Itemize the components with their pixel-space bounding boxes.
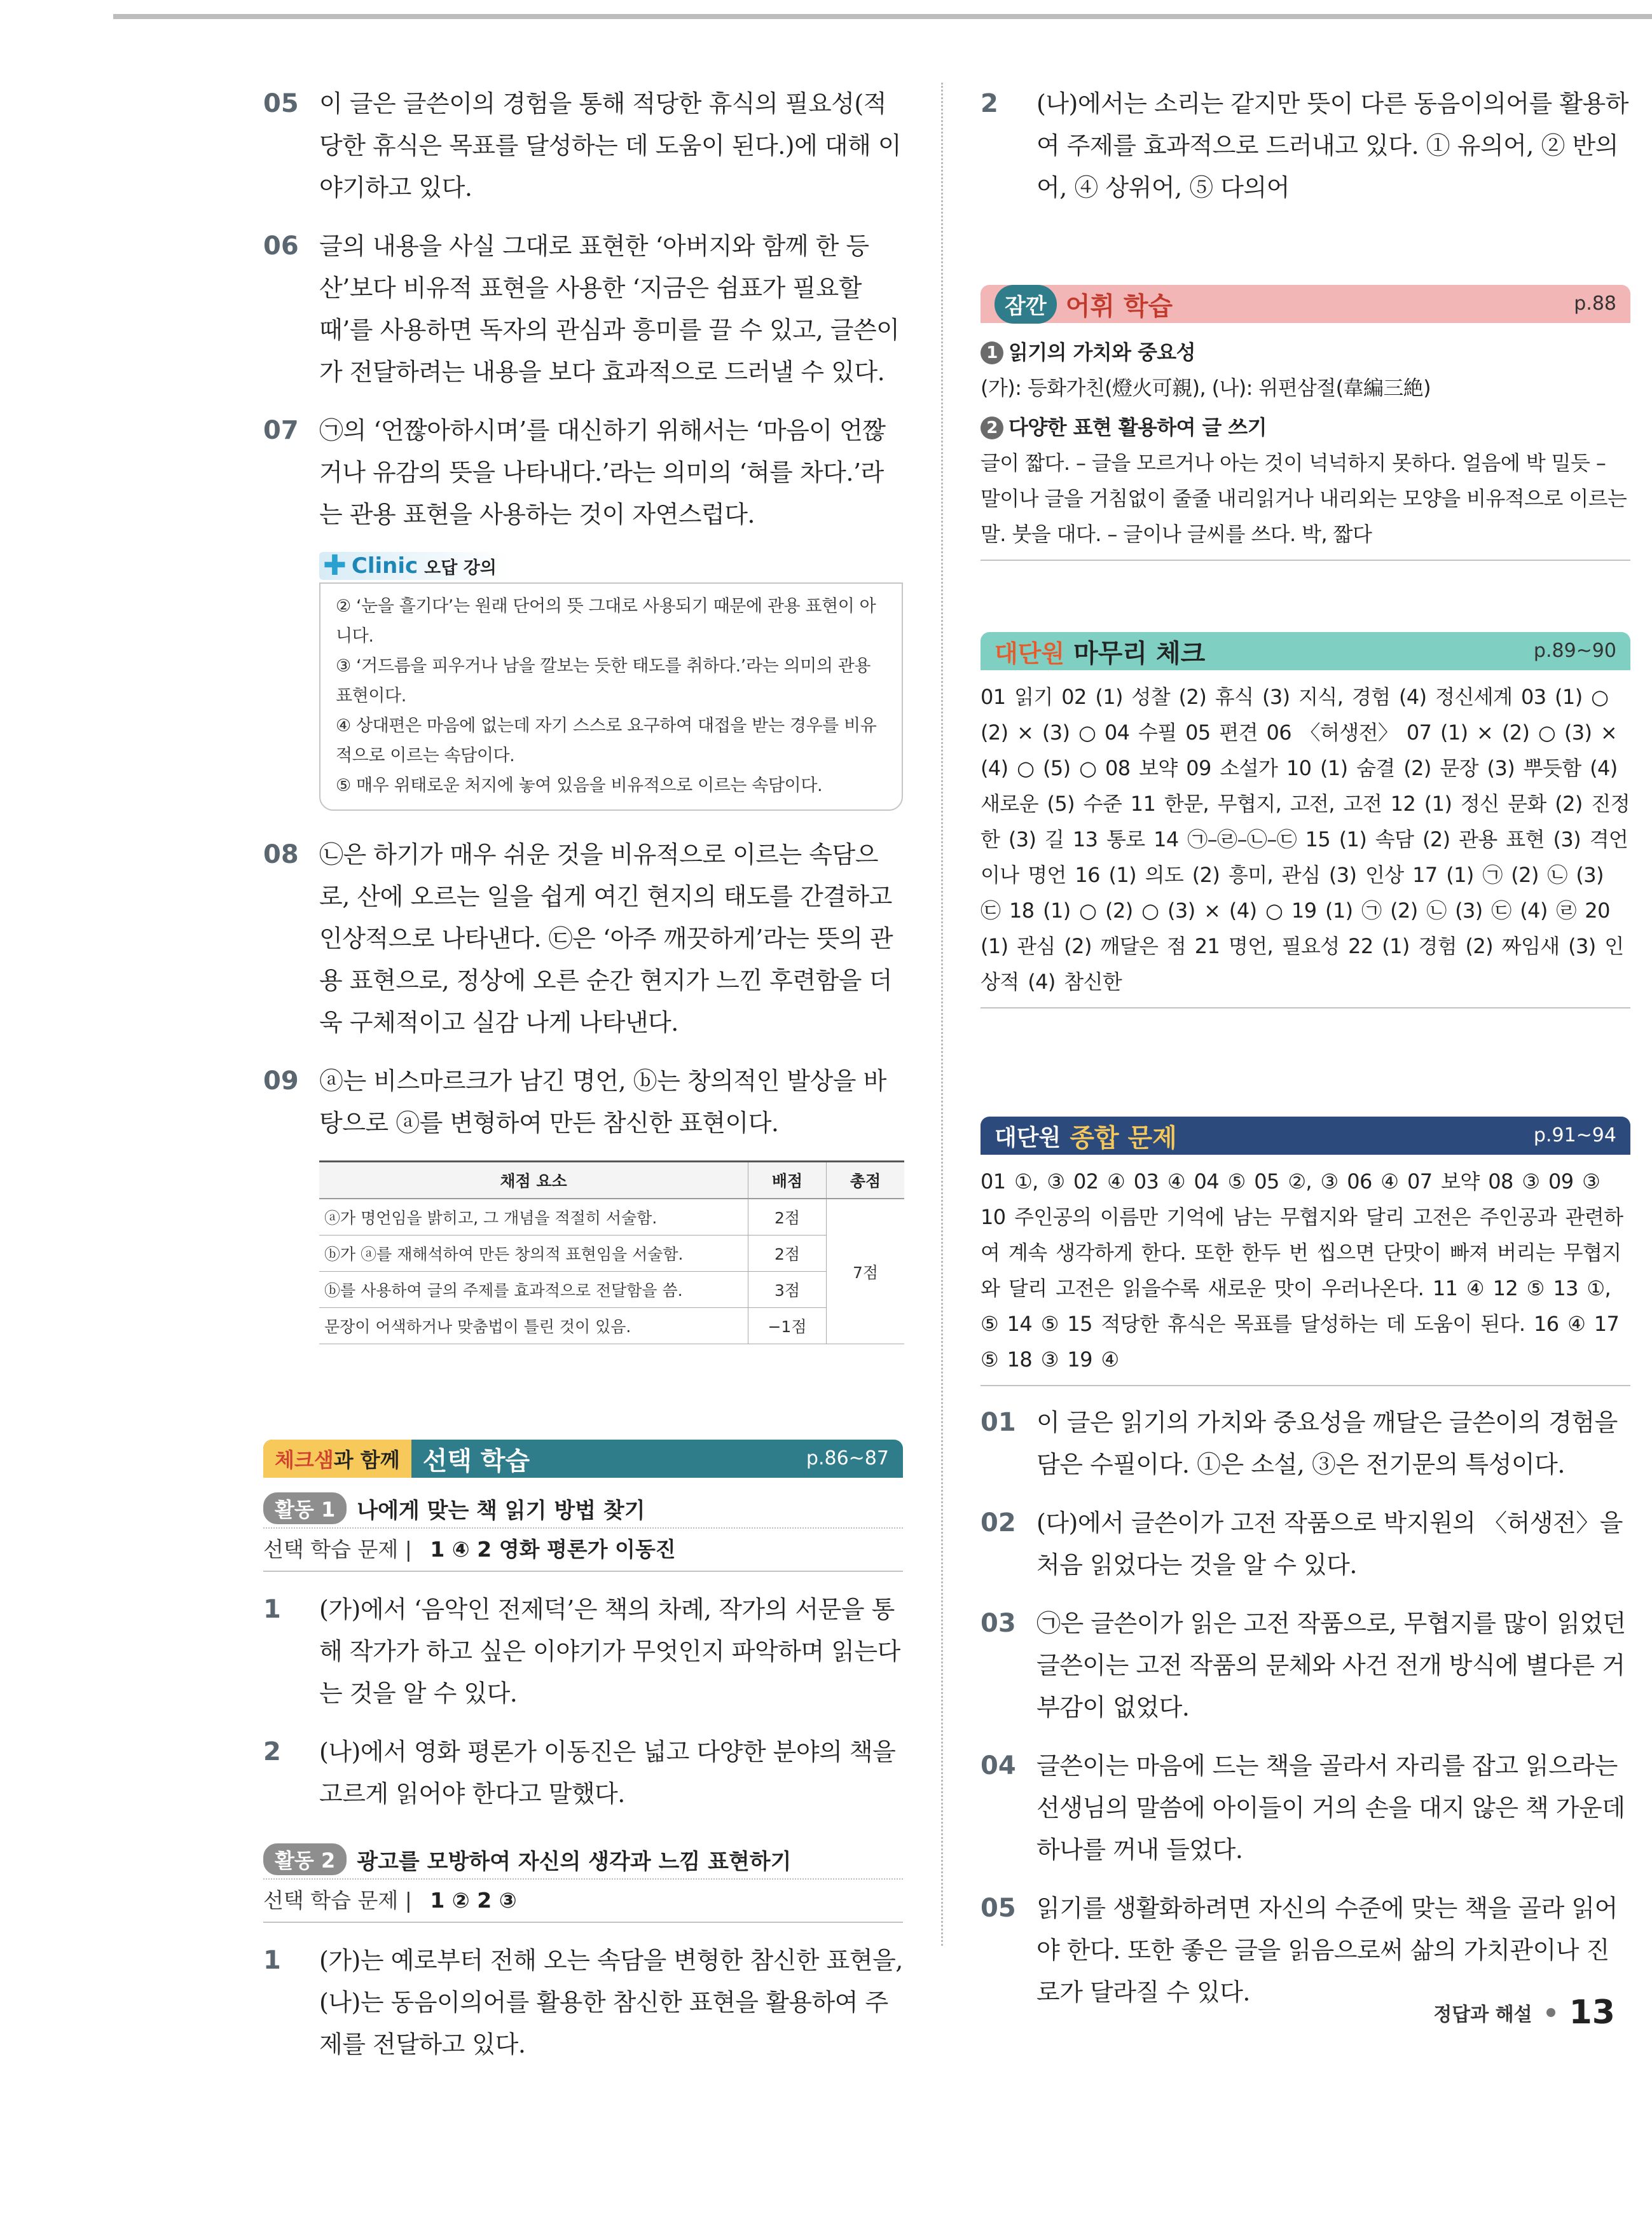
comp-page: p.91~94 bbox=[1533, 1124, 1616, 1146]
footer-dot bbox=[1546, 2008, 1555, 2017]
item-number: 09 bbox=[263, 1066, 299, 1096]
item-number: 2 bbox=[263, 1737, 281, 1766]
item-text: ㉠의 ‘언짢아하시며’를 대신하기 위해서는 ‘마음이 언짢거나 유감의 뜻을 나타내다.’라는 의미의 ‘혀를 차다.’라는 관용 표현을 사용하는 것이 자연스럽다. bbox=[319, 416, 886, 528]
vocab-section1-heading bbox=[981, 334, 1630, 370]
answer-item-05 bbox=[263, 83, 903, 209]
vocab-page: p.88 bbox=[1574, 293, 1616, 315]
item-text: ㉡은 하기가 매우 쉬운 것을 비유적으로 이르는 속담으로, 산에 오르는 일을 쉽게 여긴 현지의 태도를 간결하고 인상적으로 나타낸다. ㉢은 ‘아주 깨끗하게’라는 뜻의 관용 표현으로, 정상에 오른 순간 현지가 느낀 후련함을 더욱 구체적이고 실감 나게 나타낸다. bbox=[319, 841, 893, 1036]
scoring-table bbox=[319, 1160, 904, 1344]
table-cell: 문장이 어색하거나 맞춤법이 틀린 것이 있음. bbox=[319, 1308, 748, 1344]
activity-badge: 활동 2 bbox=[263, 1843, 347, 1875]
item-text: 글의 내용을 사실 그대로 표현한 ‘아버지와 함께 한 등산’보다 비유적 표현을 사용한 ‘지금은 쉼표가 필요할 때’를 사용하면 독자의 관심과 흥미를 끌 수 있고, 글쓴이가 전달하려는 내용을 보다 효과적으로 드러낼 수 있다. bbox=[319, 232, 900, 386]
comp-item-04 bbox=[981, 1745, 1630, 1871]
vocab-content bbox=[981, 323, 1630, 561]
activity1-header bbox=[263, 1489, 903, 1529]
item-text: (가)에서 ‘음악인 전제덕’은 책의 차례, 작가의 서문을 통해 작가가 하고 싶은 이야기가 무엇인지 파악하며 읽는다는 것을 알 수 있다. bbox=[319, 1595, 900, 1707]
item-text: (다)에서 글쓴이가 고전 작품으로 박지원의 〈허생전〉을 처음 읽었다는 것을 알 수 있다. bbox=[1036, 1509, 1623, 1579]
vocab-section2-heading bbox=[981, 410, 1630, 445]
check-answers: 01 읽기 02 (1) 성찰 (2) 휴식 (3) 지식, 경험 (4) 정신세계 03 (1) ○ (2) × (3) ○ 04 수필 05 편견 06 〈허생전〉 07 (1) × (2) ○ (3) × (4) ○ (5) ○ 08 보약 09 소설가 10 (1) 숨결 (2) 문장 (3) 뿌듯함 (4) 새로운 (5) 수준 11 한문, 무협지, 고전, 고전 12 (1) 정신 문화 (2) 진정한 (3) 길 13 통로 14 ㉠–㉣–㉡–㉢ 15 (1) 속담 (2) 관용 표현 (3) 격언이나 명언 16 (1) 의도 (2) 흥미, 관심 (3) 인상 17 (1) ㉠ (2) ㉡ (3) ㉢ 18 (1) ○ (2) ○ (3) × (4) ○ 19 (1) ㉠ (2) ㉡ (3) ㉢ (4) ㉣ 20 (1) 관심 (2) 깨달은 점 21 명언, 필요성 22 (1) 경험 (2) 짜임새 (3) 인상적 (4) 참신한 bbox=[981, 685, 1630, 994]
banner-title: 선택 학습 bbox=[422, 1445, 530, 1476]
table-header: 총점 bbox=[827, 1162, 905, 1199]
table-cell: ⓑ가 ⓐ를 재해석하여 만든 창의적 표현임을 서술함. bbox=[319, 1235, 748, 1272]
clinic-box bbox=[319, 549, 903, 811]
item-number: 2 bbox=[981, 89, 998, 118]
banner-mid: 과 함께 bbox=[333, 1448, 400, 1472]
table-total: 7점 bbox=[827, 1199, 905, 1344]
answer-item-07 bbox=[263, 410, 903, 535]
check-page: p.89~90 bbox=[1533, 640, 1616, 662]
check-title-a: 대단원 bbox=[995, 639, 1065, 668]
vocab-banner bbox=[981, 285, 1630, 323]
select-answers bbox=[263, 1880, 903, 1923]
select-label: 선택 학습 문제 | bbox=[263, 1537, 412, 1562]
vocab-section1-text: (가): 등화가친(燈火可親), (나): 위편삼절(韋編三絶) bbox=[981, 376, 1431, 400]
item-number: 04 bbox=[981, 1751, 1016, 1780]
item-number: 07 bbox=[263, 416, 299, 445]
clinic-header bbox=[319, 549, 510, 582]
item-number: 08 bbox=[263, 840, 299, 869]
column-separator bbox=[941, 83, 943, 1946]
answer-item-2 bbox=[981, 83, 1630, 209]
table-header: 배점 bbox=[748, 1162, 827, 1199]
comp-item-01 bbox=[981, 1401, 1630, 1485]
footer-label: 정답과 해설 bbox=[1433, 2004, 1532, 2026]
activity-badge: 활동 1 bbox=[263, 1492, 347, 1524]
table-row bbox=[319, 1272, 904, 1308]
page-footer bbox=[1433, 1993, 1615, 2032]
table-cell: 2점 bbox=[748, 1199, 827, 1235]
activity-title: 광고를 모방하여 자신의 생각과 느낌 표현하기 bbox=[357, 1848, 792, 1875]
table-cell: ⓐ가 명언임을 밝히고, 그 개념을 적절히 서술함. bbox=[319, 1199, 748, 1235]
item-number: 03 bbox=[981, 1609, 1016, 1638]
table-cell: ⓑ를 사용하여 글의 주제를 효과적으로 전달함을 씀. bbox=[319, 1272, 748, 1308]
section-number: 1 bbox=[981, 341, 1003, 364]
item-text: 이 글은 글쓴이의 경험을 통해 적당한 휴식의 필요성(적당한 휴식은 목표를 달성하는 데 도움이 된다.)에 대해 이야기하고 있다. bbox=[319, 90, 902, 202]
comp-title-b: 종합 문제 bbox=[1070, 1122, 1177, 1153]
section-title: 다양한 표현 활용하여 글 쓰기 bbox=[1008, 415, 1267, 439]
left-column bbox=[263, 83, 903, 2082]
check-title-b: 마무리 체크 bbox=[1073, 638, 1206, 668]
activity2-header bbox=[263, 1840, 903, 1880]
table-cell: 2점 bbox=[748, 1235, 827, 1272]
clinic-line: ③ ‘거드름을 피우거나 남을 깔보는 듯한 태도를 취하다.’라는 의미의 관용 표현이다. bbox=[336, 656, 871, 706]
banner-page: p.86~87 bbox=[806, 1447, 889, 1469]
item-text: 읽기를 생활화하려면 자신의 수준에 맞는 책을 골라 읽어야 한다. 또한 좋은 글을 읽음으로써 삶의 가치관이나 진로가 달라질 수 있다. bbox=[1036, 1894, 1618, 2006]
item-number: 05 bbox=[263, 89, 299, 118]
item-number: 02 bbox=[981, 1508, 1016, 1538]
answer-item-06 bbox=[263, 225, 903, 393]
table-row bbox=[319, 1235, 904, 1272]
activity1-item-2 bbox=[263, 1731, 903, 1815]
comp-item-03 bbox=[981, 1602, 1630, 1728]
clinic-title: Clinic bbox=[351, 553, 418, 579]
select-label: 선택 학습 문제 | bbox=[263, 1888, 412, 1913]
banner-pre: 체크샘 bbox=[275, 1448, 334, 1472]
item-number: 01 bbox=[981, 1408, 1016, 1437]
clinic-line: ④ 상대편은 마음에 없는데 자기 스스로 요구하여 대접을 받는 경우를 비유적으로 이르는 속담이다. bbox=[336, 716, 877, 766]
answer-item-09 bbox=[263, 1060, 903, 1144]
top-rule bbox=[113, 14, 1652, 19]
item-text: ㉠은 글쓴이가 읽은 고전 작품으로, 무협지를 많이 읽었던 글쓴이는 고전 작품의 문체와 사건 전개 방식에 별다른 거부감이 없었다. bbox=[1036, 1609, 1626, 1721]
page-number: 13 bbox=[1569, 1993, 1615, 2032]
item-number: 1 bbox=[263, 1595, 281, 1624]
select-values: 1 ② 2 ③ bbox=[430, 1888, 517, 1913]
table-cell: 3점 bbox=[748, 1272, 827, 1308]
table-row bbox=[319, 1308, 904, 1344]
select-answers bbox=[263, 1529, 903, 1572]
right-column bbox=[981, 83, 1630, 2030]
banner-tab bbox=[263, 1440, 411, 1478]
clinic-line: ② ‘눈을 흘기다’는 원래 단어의 뜻 그대로 사용되기 때문에 관용 표현이 아니다. bbox=[336, 596, 876, 646]
select-values: 1 ④ 2 영화 평론가 이동진 bbox=[430, 1537, 676, 1562]
check-banner bbox=[981, 632, 1630, 670]
item-number: 05 bbox=[981, 1894, 1016, 1923]
comp-answers: 01 ①, ③ 02 ④ 03 ④ 04 ⑤ 05 ②, ③ 06 ④ 07 보약 08 ③ 09 ③ 10 주인공의 이름만 기억에 남는 무협지와 달리 고전은 주인공과 관련하여 계속 생각하게 한다. 또한 한두 번 씹으면 단맛이 빠져 버리는 무협지와 달리 고전은 읽을수록 새로운 맛이 우러나온다. 11 ④ 12 ⑤ 13 ①, ⑤ 14 ⑤ 15 적당한 휴식은 목표를 달성하는 데 도움이 된다. 16 ④ 17 ⑤ 18 ③ 19 ④ bbox=[981, 1169, 1623, 1372]
item-text: (나)에서 영화 평론가 이동진은 넓고 다양한 분야의 책을 고르게 읽어야 한다고 말했다. bbox=[319, 1738, 896, 1808]
item-text: (가)는 예로부터 전해 오는 속담을 변형한 참신한 표현을, (나)는 동음이의어를 활용한 참신한 표현을 활용하여 주제를 전달하고 있다. bbox=[319, 1946, 903, 2058]
item-text: (나)에서는 소리는 같지만 뜻이 다른 동음이의어를 활용하여 주제를 효과적으로 드러내고 있다. ① 유의어, ② 반의어, ④ 상위어, ⑤ 다의어 bbox=[1036, 90, 1628, 202]
comp-item-02 bbox=[981, 1502, 1630, 1586]
activity-title: 나에게 맞는 책 읽기 방법 찾기 bbox=[357, 1497, 645, 1524]
clinic-subtitle: 오답 강의 bbox=[424, 558, 497, 578]
section-title: 읽기의 가치와 중요성 bbox=[1008, 340, 1195, 364]
section-number: 2 bbox=[981, 416, 1003, 439]
clinic-line: ⑤ 매우 위태로운 처지에 놓여 있음을 비유적으로 이르는 속담이다. bbox=[336, 776, 823, 795]
select-study-banner bbox=[263, 1440, 903, 1478]
comp-title-a: 대단원 bbox=[995, 1124, 1061, 1151]
table-row bbox=[319, 1199, 904, 1235]
table-header-row bbox=[319, 1162, 904, 1199]
section-rule bbox=[981, 1385, 1630, 1386]
table-header: 채점 요소 bbox=[319, 1162, 748, 1199]
vocab-section2-text: 글이 짧다. – 글을 모르거나 아는 것이 넉넉하지 못하다. 얼음에 박 밀듯 – 말이나 글을 거침없이 줄줄 내리읽거나 내리외는 모양을 비유적으로 이르는 말. 붓을 대다. – 글이나 글씨를 쓰다. 박, 짧다 bbox=[981, 451, 1627, 546]
activity2-item-1 bbox=[263, 1939, 903, 2065]
item-number: 06 bbox=[263, 231, 299, 261]
activity1-item-1 bbox=[263, 1588, 903, 1714]
clinic-content bbox=[319, 582, 903, 811]
item-text: 이 글은 읽기의 가치와 중요성을 깨달은 글쓴이의 경험을 담은 수필이다. ①은 소설, ③은 전기문의 특성이다. bbox=[1036, 1408, 1618, 1478]
plus-icon: ✚ bbox=[323, 549, 347, 582]
comp-banner bbox=[981, 1117, 1630, 1155]
item-text: 글쓴이는 마음에 드는 책을 골라서 자리를 잡고 읽으라는 선생님의 말씀에 아이들이 거의 손을 대지 않은 책 가운데 하나를 꺼내 들었다. bbox=[1036, 1752, 1625, 1864]
item-text: ⓐ는 비스마르크가 남긴 명언, ⓑ는 창의적인 발상을 바탕으로 ⓐ를 변형하여 만든 참신한 표현이다. bbox=[319, 1067, 886, 1137]
answer-item-08 bbox=[263, 834, 903, 1043]
vocab-title: 어휘 학습 bbox=[1065, 291, 1173, 321]
vocab-tag: 잠깐 bbox=[995, 285, 1057, 324]
table-cell: −1점 bbox=[748, 1308, 827, 1344]
item-number: 1 bbox=[263, 1946, 281, 1975]
